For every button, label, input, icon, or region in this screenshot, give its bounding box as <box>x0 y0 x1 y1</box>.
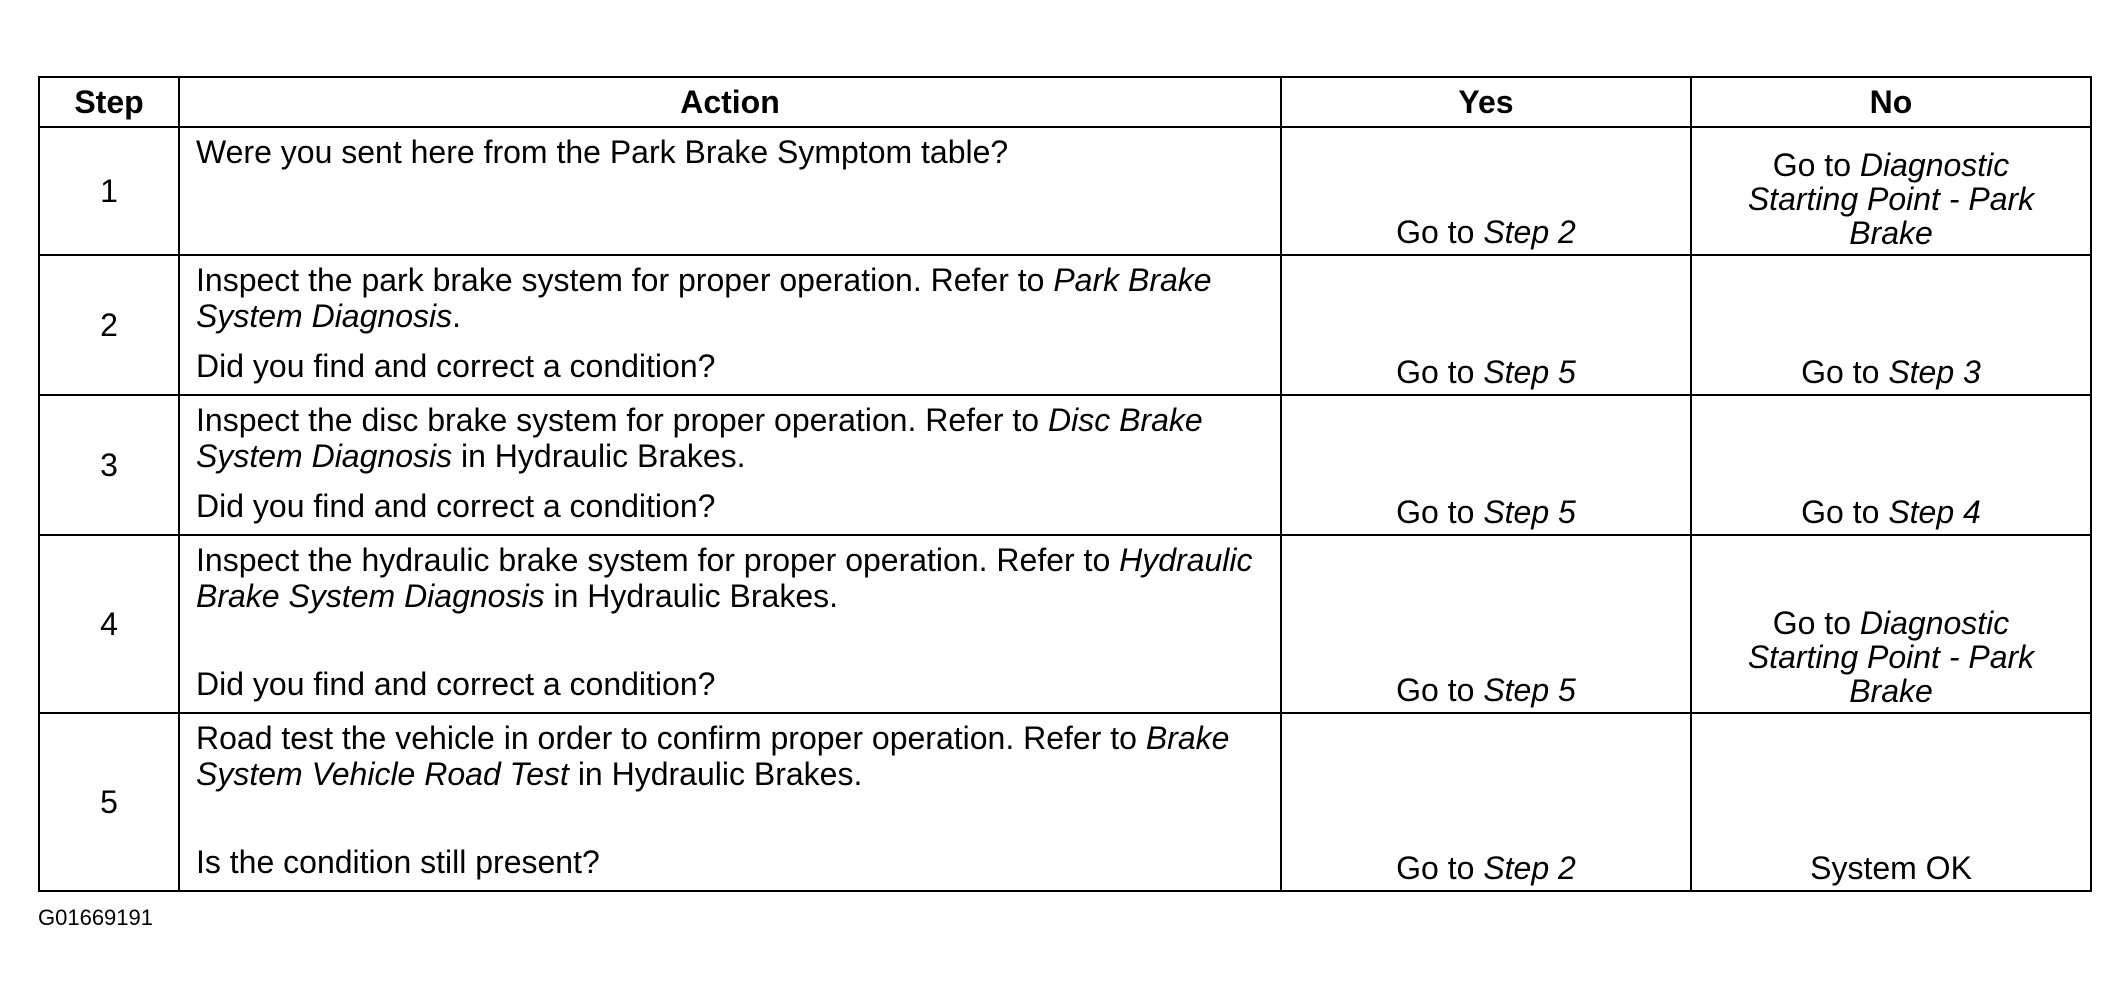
header-step: Step <box>39 77 179 127</box>
table-row <box>39 255 2091 395</box>
action-text-post: in Hydraulic Brakes. <box>568 756 863 792</box>
yes-prefix: Go to <box>1396 850 1484 886</box>
no-cell <box>1691 395 2091 535</box>
diagnostic-table <box>38 76 2092 892</box>
diagnostic-table-wrapper <box>38 76 2090 892</box>
no-prefix: Go to <box>1801 494 1889 530</box>
table-header-row <box>39 77 2091 127</box>
action-question: Did you find and correct a condition? <box>196 666 716 702</box>
step-number: 4 <box>39 535 179 713</box>
yes-prefix: Go to <box>1396 494 1484 530</box>
step-number: 1 <box>39 127 179 255</box>
action-question: Did you find and correct a condition? <box>196 348 716 384</box>
yes-cell <box>1281 395 1691 535</box>
action-question: Is the condition still present? <box>196 844 600 880</box>
no-ref-line2[interactable]: Starting Point - Park <box>1747 181 2035 217</box>
yes-cell <box>1281 535 1691 713</box>
yes-step-link[interactable]: Step 5 <box>1483 354 1576 390</box>
action-text-post: . <box>452 298 461 334</box>
yes-prefix: Go to <box>1396 354 1484 390</box>
yes-cell <box>1281 713 1691 891</box>
action-text <box>196 402 1264 474</box>
figure-id: G01669191 <box>38 905 153 930</box>
action-text <box>196 542 1264 614</box>
no-cell <box>1691 255 2091 395</box>
action-text-pre: Road test the vehicle in order to confirm proper operation. Refer to <box>196 720 1146 756</box>
no-ref-line1[interactable]: Diagnostic <box>1859 605 2010 641</box>
yes-cell <box>1281 255 1691 395</box>
action-text <box>196 262 1264 334</box>
no-ref-line3[interactable]: Brake <box>1849 673 1933 709</box>
yes-step-link[interactable]: Step 2 <box>1483 214 1576 250</box>
no-ref-line3[interactable]: Brake <box>1849 215 1933 251</box>
action-text-pre: Inspect the park brake system for proper operation. Refer to <box>196 262 1054 298</box>
step-number: 2 <box>39 255 179 395</box>
no-prefix: Go to <box>1801 354 1889 390</box>
yes-prefix: Go to <box>1396 214 1484 250</box>
yes-step-link[interactable]: Step 5 <box>1483 672 1576 708</box>
action-text-post: in Hydraulic Brakes. <box>452 438 746 474</box>
table-row <box>39 127 2091 255</box>
action-text-pre: Inspect the hydraulic brake system for proper operation. Refer to <box>196 542 1120 578</box>
action-cell <box>179 395 1281 535</box>
no-cell <box>1691 127 2091 255</box>
no-cell <box>1691 535 2091 713</box>
no-ref-line2[interactable]: Starting Point - Park <box>1747 639 2035 675</box>
action-ref-link[interactable]: Hydraulic Brake System Diagnosis <box>196 542 1253 614</box>
action-text-pre: Inspect the disc brake system for proper operation. Refer to <box>196 402 1048 438</box>
action-text <box>196 720 1264 792</box>
action-ref-link[interactable]: Disc Brake System Diagnosis <box>196 402 1203 474</box>
action-cell <box>179 535 1281 713</box>
action-cell <box>179 127 1281 255</box>
table-row <box>39 535 2091 713</box>
no-cell: System OK <box>1691 713 2091 891</box>
no-step-link[interactable]: Step 4 <box>1888 494 1981 530</box>
action-ref-link[interactable]: Brake System Vehicle Road Test <box>196 720 1230 792</box>
header-no: No <box>1691 77 2091 127</box>
yes-cell <box>1281 127 1691 255</box>
no-prefix: Go to <box>1772 147 1860 183</box>
table-row <box>39 713 2091 891</box>
action-text: Were you sent here from the Park Brake Symptom table? <box>196 134 1009 170</box>
action-cell <box>179 255 1281 395</box>
no-prefix: Go to <box>1772 605 1860 641</box>
table-row <box>39 395 2091 535</box>
header-yes: Yes <box>1281 77 1691 127</box>
yes-prefix: Go to <box>1396 672 1484 708</box>
yes-step-link[interactable]: Step 2 <box>1483 850 1576 886</box>
action-text-post: in Hydraulic Brakes. <box>544 578 839 614</box>
no-ref-line1[interactable]: Diagnostic <box>1859 147 2010 183</box>
yes-step-link[interactable]: Step 5 <box>1483 494 1576 530</box>
step-number: 5 <box>39 713 179 891</box>
header-action: Action <box>179 77 1281 127</box>
action-cell <box>179 713 1281 891</box>
step-number: 3 <box>39 395 179 535</box>
action-ref-link[interactable]: Park Brake System Diagnosis <box>196 262 1212 334</box>
action-question: Did you find and correct a condition? <box>196 488 716 524</box>
no-step-link[interactable]: Step 3 <box>1888 354 1981 390</box>
